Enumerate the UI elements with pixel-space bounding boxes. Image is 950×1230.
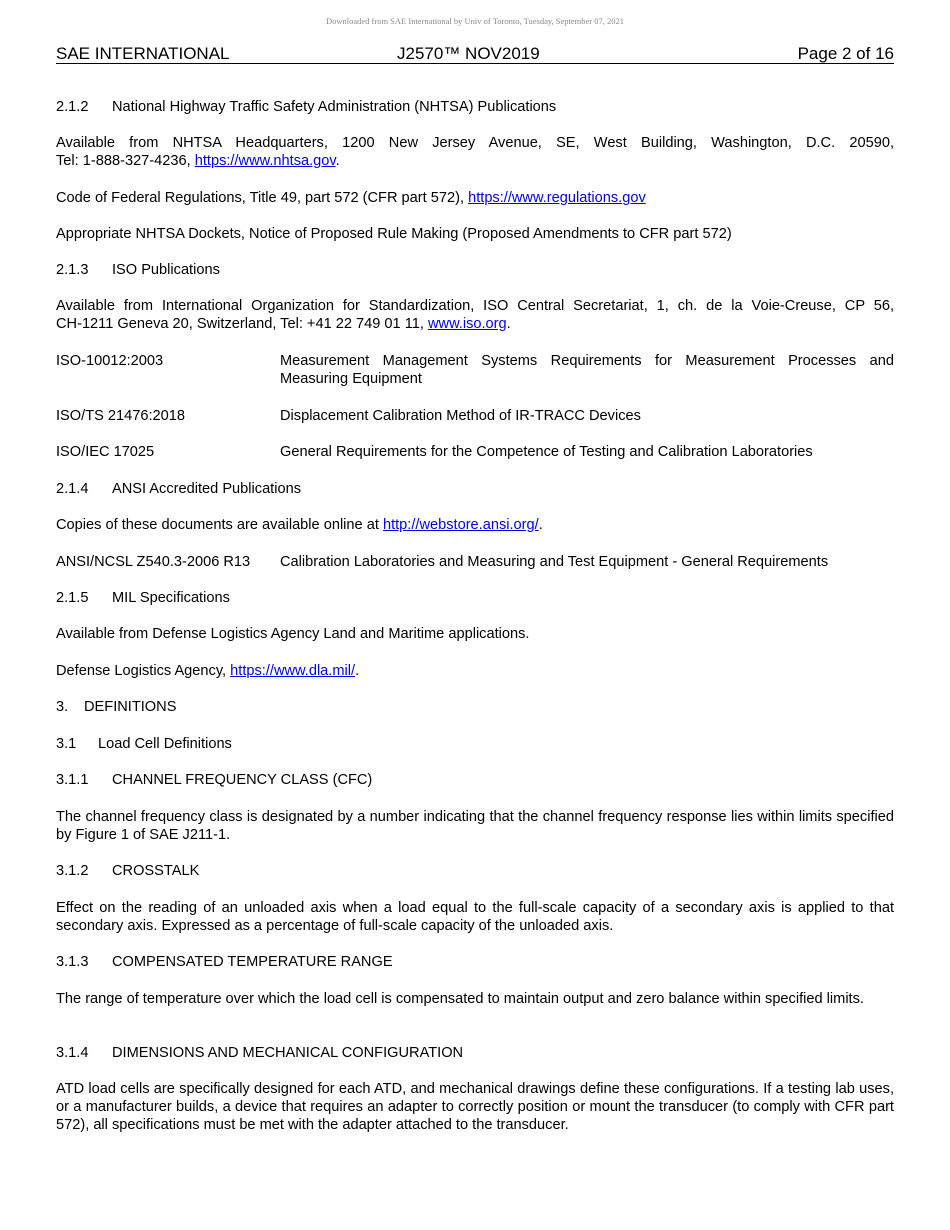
- section-title: Load Cell Definitions: [98, 736, 232, 752]
- section-number: 2.1.5: [56, 590, 89, 606]
- definition-text: The range of temperature over which the load cell is compensated to maintain output and zero balance within specified limits.: [56, 991, 864, 1007]
- section-heading-2-1-5: [56, 589, 894, 607]
- section-number: 3.1.1: [56, 772, 89, 788]
- ansi-text: Copies of these documents are available online at: [56, 517, 383, 533]
- reference-title: General Requirements for the Competence of Testing and Calibration Laboratories: [280, 444, 813, 460]
- section-heading-3-1-3: [56, 953, 894, 971]
- section-title: ISO Publications: [112, 262, 220, 278]
- section-number: 3.1.3: [56, 954, 89, 970]
- reference-code: ISO-10012:2003: [56, 353, 164, 369]
- section-number: 2.1.4: [56, 481, 89, 497]
- nhtsa-availability: Available from NHTSA Headquarters, 1200 New Jersey Avenue, SE, West Building, Washington, D.C. 20590, Tel: 1-888-327-4236, https://www.nhtsa.gov.: [56, 135, 894, 169]
- reference-entry: [56, 407, 894, 425]
- iso-address-line: Available from International Organization for Standardization, ISO Central Secretariat, 1, ch. de la Voie-Creuse, CP 56,: [56, 298, 894, 314]
- reference-code: ISO/TS 21476:2018: [56, 408, 185, 424]
- section-title: COMPENSATED TEMPERATURE RANGE: [112, 954, 393, 970]
- section-title: MIL Specifications: [112, 590, 230, 606]
- reference-title: Calibration Laboratories and Measuring and Test Equipment - General Requirements: [280, 554, 829, 570]
- regulations-link[interactable]: https://www.regulations.gov: [468, 190, 646, 206]
- reference-code: ANSI/NCSL Z540.3-2006 R13: [56, 554, 251, 570]
- dla-text: Defense Logistics Agency,: [56, 663, 231, 679]
- section-heading-3-1-2: [56, 862, 894, 880]
- section-number: 2.1.3: [56, 262, 89, 278]
- reference-entry: [56, 553, 894, 571]
- section-heading-2-1-2: [56, 98, 894, 116]
- definition-text: Effect on the reading of an unloaded axis when a load equal to the full-scale capacity of a secondary axis is applied to that secondary axis. Expressed as a percentage of full-scale capacity of the unloaded axis.: [56, 900, 894, 934]
- section-number: 2.1.2: [56, 99, 89, 115]
- section-number: 3.1: [56, 736, 77, 752]
- header-page-number: Page 2 of 16: [797, 44, 894, 63]
- reference-entry: [56, 352, 894, 388]
- nhtsa-phone: Tel: 1-888-327-4236,: [56, 153, 195, 169]
- section-title: CHANNEL FREQUENCY CLASS (CFC): [112, 772, 373, 788]
- page-header: [56, 45, 894, 64]
- mil-availability: Available from Defense Logistics Agency Land and Maritime applications.: [56, 626, 530, 642]
- dla-reference: Defense Logistics Agency, https://www.dla.mil/.: [56, 663, 360, 679]
- iso-link[interactable]: www.iso.org: [427, 316, 507, 332]
- ansi-availability: Copies of these documents are available online at http://webstore.ansi.org/.: [56, 517, 543, 533]
- section-title: CROSSTALK: [112, 863, 200, 879]
- section-heading-2-1-4: [56, 480, 894, 498]
- section-number: 3.: [56, 699, 69, 715]
- reference-entry: [56, 443, 894, 461]
- cfr-text: Code of Federal Regulations, Title 49, part 572 (CFR part 572),: [56, 190, 469, 206]
- nhtsa-address-line: Available from NHTSA Headquarters, 1200 New Jersey Avenue, SE, West Building, Washington, D.C. 20590,: [56, 135, 894, 151]
- section-title: ANSI Accredited Publications: [112, 481, 302, 497]
- definition-text: ATD load cells are specifically designed for each ATD, and mechanical drawings define these configurations. If a testing lab uses, or a manufacturer builds, a device that requires an adapter to correctly position or mount the transducer (to comply with CFR part 572), all specifications must be met with the adapter attached to the transducer.: [56, 1081, 894, 1133]
- header-document-id: J2570™ NOV2019: [397, 44, 540, 63]
- reference-title: Displacement Calibration Method of IR-TRACC Devices: [280, 408, 641, 424]
- section-heading-3-1-4: [56, 1044, 894, 1062]
- download-watermark: Downloaded from SAE International by Univ of Toronto, Tuesday, September 07, 2021: [325, 16, 625, 26]
- reference-code: ISO/IEC 17025: [56, 444, 155, 460]
- section-title: National Highway Traffic Safety Administration (NHTSA) Publications: [112, 99, 557, 115]
- cfr-reference: [56, 189, 894, 207]
- section-heading-2-1-3: [56, 261, 894, 279]
- section-number: 3.1.4: [56, 1045, 89, 1061]
- section-title: DEFINITIONS: [84, 699, 177, 715]
- section-heading-3-1-1: [56, 771, 894, 789]
- definition-text: The channel frequency class is designated by a number indicating that the channel frequency response lies within limits specified by Figure 1 of SAE J211-1.: [56, 809, 894, 843]
- nhtsa-link[interactable]: https://www.nhtsa.gov: [194, 153, 336, 169]
- section-number: 3.1.2: [56, 863, 89, 879]
- iso-phone: CH-1211 Geneva 20, Switzerland, Tel: +41 22 749 01 11,: [56, 316, 428, 332]
- iso-availability: Available from International Organization for Standardization, ISO Central Secretariat, 1, ch. de la Voie-Creuse, CP 56, CH-1211 Geneva 20, Switzerland, Tel: +41 22 749 01 11, www.iso.org.: [56, 298, 894, 332]
- ansi-webstore-link[interactable]: http://webstore.ansi.org/: [382, 517, 539, 533]
- nhtsa-dockets: Appropriate NHTSA Dockets, Notice of Proposed Rule Making (Proposed Amendments to CFR part 572): [56, 226, 732, 242]
- section-title: DIMENSIONS AND MECHANICAL CONFIGURATION: [112, 1045, 464, 1061]
- dla-link[interactable]: https://www.dla.mil/: [230, 663, 356, 679]
- reference-title: Measurement Management Systems Requirements for Measurement Processes and Measuring Equipment: [280, 353, 894, 387]
- header-publisher: SAE INTERNATIONAL: [56, 44, 230, 63]
- section-heading-3: [56, 698, 894, 716]
- section-heading-3-1: [56, 735, 894, 753]
